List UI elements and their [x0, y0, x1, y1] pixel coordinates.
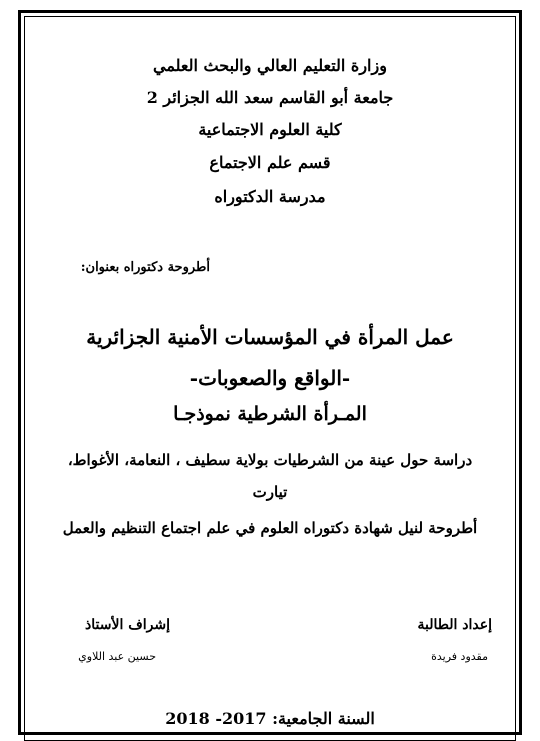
university-name: جامعة أبو القاسم سعد الله الجزائر 2: [146, 88, 394, 107]
faculty-name: كلية العلوم الاجتماعية: [198, 120, 342, 139]
supervisor-name: حسين عبد اللاوي: [78, 650, 156, 663]
supervisor-label: إشراف الأستاذ: [85, 617, 170, 633]
academic-year: السنة الجامعية: 2017- 2018: [165, 709, 375, 728]
thesis-label: أطروحة دكتوراه بعنوان:: [80, 260, 210, 275]
study-description-line1: دراسة حول عينة من الشرطيات بولاية سطيف ، النعامة، الأغواط،: [67, 451, 473, 469]
school-name: مدرسة الدكتوراه: [214, 187, 326, 206]
thesis-title-line2: -الواقع والصعوبات-: [189, 366, 351, 390]
thesis-title-line1: عمل المرأة في المؤسسات الأمنية الجزائرية: [86, 325, 454, 349]
study-description-line2: تيارت: [252, 483, 288, 501]
student-name: مقدود فريدة: [431, 650, 488, 663]
department-name: قسم علم الاجتماع: [209, 153, 331, 172]
degree-description: أطروحة لنيل شهادة دكتوراه العلوم في علم اجتماع التنظيم والعمل: [62, 519, 478, 537]
thesis-title-line3: المـرأة الشرطية نموذجـا: [173, 403, 367, 425]
ministry-name: وزارة التعليم العالي والبحث العلمي: [153, 56, 387, 75]
student-label: إعداد الطالبة: [417, 617, 492, 633]
